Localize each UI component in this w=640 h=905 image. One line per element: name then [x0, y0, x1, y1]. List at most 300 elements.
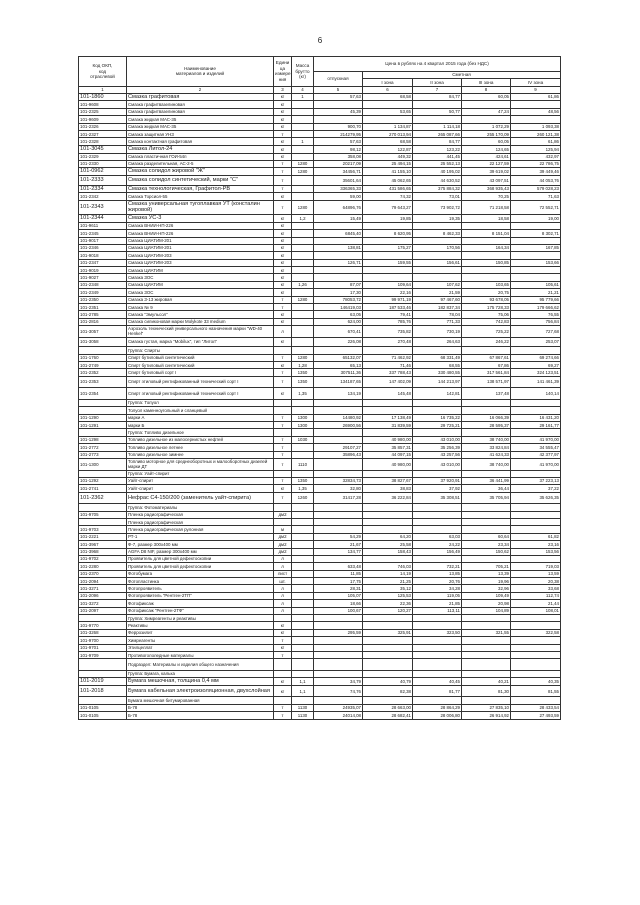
table-row: [79, 326, 561, 338]
code-cell: 101-9703: [79, 526, 127, 533]
table-row: [79, 492, 561, 504]
unit-cell: [274, 670, 292, 677]
unit-cell: кг: [274, 678, 292, 686]
unit-cell: кг: [274, 153, 292, 160]
price-cell: 28 595,37: [462, 421, 511, 428]
price-cell: 13,39: [462, 570, 511, 577]
unit-cell: [274, 407, 292, 414]
index-cell: 1: [79, 86, 127, 93]
mass-cell: 1280: [292, 168, 314, 176]
code-cell: 101-0105: [79, 704, 127, 711]
mass-cell: 1280: [292, 296, 314, 303]
price-cell: 57,63: [314, 138, 363, 145]
code-cell: 101-2342: [79, 193, 127, 200]
code-cell: 101-1860: [79, 93, 127, 101]
unit-cell: [274, 347, 292, 354]
price-cell: 39 449,46: [511, 168, 561, 176]
unit-cell: дм2: [274, 541, 292, 548]
price-cell: [314, 670, 363, 677]
mass-cell: [292, 267, 314, 274]
mass-cell: 1: [292, 93, 314, 101]
price-cell: 44 097,15: [363, 451, 413, 458]
table-body: [79, 93, 561, 719]
price-cell: 108,01: [511, 607, 561, 614]
price-cell: 330 480,55: [413, 369, 462, 376]
price-cell: [511, 637, 561, 644]
name-cell: Смазка ЦИАТИМ-201: [127, 244, 274, 251]
code-cell: 101-2221: [79, 533, 127, 540]
index-cell: 7: [413, 86, 462, 93]
table-row: [79, 458, 561, 470]
table-row: [79, 622, 561, 629]
unit-cell: т: [274, 651, 292, 658]
table-row: [79, 670, 561, 677]
unit-cell: кг: [274, 644, 292, 651]
price-cell: 45,39: [314, 108, 363, 115]
price-cell: 41 970,00: [511, 458, 561, 470]
name-cell: Смазка З-13 жировая: [127, 296, 274, 303]
price-cell: 37 920,91: [413, 477, 462, 484]
mass-cell: [292, 237, 314, 244]
price-cell: 43 010,00: [413, 458, 462, 470]
table-row: [79, 138, 561, 145]
price-cell: 20,75: [462, 289, 511, 296]
index-cell: 4: [292, 86, 314, 93]
price-cell: [511, 504, 561, 511]
price-cell: 41 970,00: [511, 436, 561, 443]
index-cell: 5: [314, 86, 363, 93]
mass-cell: [292, 193, 314, 200]
unit-cell: т: [274, 296, 292, 303]
mass-cell: [292, 578, 314, 585]
unit-cell: т: [274, 436, 292, 443]
price-cell: [363, 222, 413, 229]
mass-cell: 1130: [292, 712, 314, 719]
name-cell: Толуол каменноугольный и сланцевый: [127, 407, 274, 414]
index-cell: 9: [511, 86, 561, 93]
unit-cell: т: [274, 458, 292, 470]
mass-cell: [292, 399, 314, 406]
name-cell: Группа: Толуол: [127, 399, 274, 406]
table-row: [79, 185, 561, 193]
price-cell: 54,29: [314, 533, 363, 540]
price-cell: 60,64: [462, 533, 511, 540]
price-cell: 25,58: [363, 541, 413, 548]
code-cell: 101-1292: [79, 477, 127, 484]
unit-cell: т: [274, 176, 292, 186]
price-cell: 1 114,18: [413, 123, 462, 130]
code-cell: 101-2351: [79, 304, 127, 311]
price-cell: 24935,07: [314, 704, 363, 711]
price-cell: [314, 555, 363, 562]
price-cell: 727,68: [511, 326, 561, 338]
unit-cell: кг: [274, 222, 292, 229]
price-cell: 125,53: [363, 592, 413, 599]
price-cell: 13,85: [413, 570, 462, 577]
price-cell: 21,44: [511, 600, 561, 607]
price-cell: [462, 347, 511, 354]
price-cell: 57,63: [314, 93, 363, 101]
price-cell: 26900,56: [314, 421, 363, 428]
col-unit-header: Едини ца измере ния: [274, 57, 292, 87]
price-cell: 38 740,00: [462, 458, 511, 470]
price-cell: 43 097,51: [462, 176, 511, 186]
code-cell: 101-2096: [79, 592, 127, 599]
table-row: [79, 296, 561, 303]
name-cell: Смазка контактная графитовая: [127, 138, 274, 145]
table-row: [79, 570, 561, 577]
price-cell: 158,43: [363, 548, 413, 555]
price-cell: 18,58: [462, 215, 511, 223]
table-row: [79, 93, 561, 101]
price-cell: [413, 399, 462, 406]
price-cell: 24,22: [413, 541, 462, 548]
code-cell: 101-2019: [79, 678, 127, 686]
name-cell: Смазка ЦИАТИМ-203: [127, 259, 274, 266]
price-cell: [511, 407, 561, 414]
name-cell: Топливо дизельное из малосернистых нефтей: [127, 436, 274, 443]
price-cell: 35 857,31: [363, 444, 413, 451]
price-cell: 16 431,20: [511, 414, 561, 421]
table-row: [79, 362, 561, 369]
price-cell: 75,06: [462, 311, 511, 318]
name-cell: Топливо моторное для среднеоборотных и малооборотных дизелей марки ДТ: [127, 458, 274, 470]
unit-cell: [274, 399, 292, 406]
price-cell: [413, 267, 462, 274]
mass-cell: 1030: [292, 436, 314, 443]
price-cell: 134187,65: [314, 376, 363, 388]
code-cell: 101-9770: [79, 622, 127, 629]
price-cell: [462, 644, 511, 651]
code-cell: 101-3271: [79, 585, 127, 592]
price-cell: 21,67: [314, 541, 363, 548]
price-cell: 146419,03: [314, 304, 363, 311]
unit-cell: т: [274, 492, 292, 504]
price-cell: 170,56: [413, 244, 462, 251]
price-cell: [363, 101, 413, 108]
code-cell: 101-2333: [79, 176, 127, 186]
price-cell: [462, 659, 511, 671]
name-cell: Смазка № 9: [127, 304, 274, 311]
price-cell: 81,55: [511, 685, 561, 697]
price-cell: 61,86: [511, 93, 561, 101]
name-cell: Этилцеллат: [127, 644, 274, 651]
mass-cell: [292, 222, 314, 229]
price-cell: 40,79: [363, 678, 413, 686]
name-cell: Спирт бутиловый синтетический: [127, 354, 274, 361]
mass-cell: [292, 274, 314, 281]
price-cell: [462, 222, 511, 229]
price-cell: [314, 237, 363, 244]
price-cell: 14480,92: [314, 414, 363, 421]
price-cell: 32834,73: [314, 477, 363, 484]
name-cell: Смазка пластичная ГОИ-54п: [127, 153, 274, 160]
unit-cell: [274, 504, 292, 511]
price-cell: [314, 267, 363, 274]
unit-cell: кг: [274, 244, 292, 251]
estimate-header: Сметная: [363, 72, 561, 79]
mass-cell: [292, 555, 314, 562]
price-cell: [462, 267, 511, 274]
price-cell: 164,34: [462, 244, 511, 251]
table-row: [79, 101, 561, 108]
price-cell: [462, 116, 511, 123]
code-cell: 101-0105: [79, 712, 127, 719]
code-cell: 101-2370: [79, 570, 127, 577]
mass-cell: [292, 108, 314, 115]
name-cell: Бумага кабельная электроизоляционная, двухслойная: [127, 685, 274, 697]
code-cell: 101-2346: [79, 244, 127, 251]
code-cell: 101-9019: [79, 267, 127, 274]
table-row: [79, 578, 561, 585]
price-cell: 40,35: [511, 678, 561, 686]
price-cell: [511, 399, 561, 406]
table-row: [79, 176, 561, 186]
price-cell: 109,64: [363, 281, 413, 288]
price-cell: [413, 697, 462, 704]
table-row: [79, 685, 561, 697]
name-cell: Группа: Топливо дизельное: [127, 429, 274, 436]
unit-cell: т: [274, 376, 292, 388]
price-cell: 337 788,43: [363, 369, 413, 376]
name-cell: Бумага мешочная, толщина 0,4 мм: [127, 678, 274, 686]
unit-cell: кг: [274, 252, 292, 259]
price-cell: 70,25: [462, 193, 511, 200]
price-cell: [413, 504, 462, 511]
price-cell: 22,36: [363, 600, 413, 607]
mass-cell: [292, 504, 314, 511]
price-cell: 182 837,34: [413, 304, 462, 311]
price-cell: 705,21: [462, 563, 511, 570]
name-cell: Б-78: [127, 704, 274, 711]
price-cell: 41 624,33: [462, 451, 511, 458]
price-cell: 65,13: [314, 362, 363, 369]
price-cell: [462, 399, 511, 406]
price-cell: 37 223,13: [511, 477, 561, 484]
mass-cell: 1300: [292, 414, 314, 421]
unit-cell: т: [274, 421, 292, 428]
price-cell: [511, 526, 561, 533]
unit-cell: кг: [274, 274, 292, 281]
price-cell: 41 155,10: [363, 168, 413, 176]
unit-cell: лист: [274, 570, 292, 577]
code-cell: 101-9611: [79, 222, 127, 229]
price-cell: [363, 237, 413, 244]
price-cell: 15,49: [314, 215, 363, 223]
price-cell: [363, 697, 413, 704]
unit-cell: т: [274, 369, 292, 376]
mass-cell: [292, 563, 314, 570]
price-cell: 69,27: [511, 362, 561, 369]
price-cell: 71 462,92: [363, 354, 413, 361]
price-cell: [363, 644, 413, 651]
unit-cell: кг: [274, 101, 292, 108]
name-cell: Смазка графитвазелиновая: [127, 108, 274, 115]
price-cell: [363, 399, 413, 406]
mass-cell: 1,2: [292, 215, 314, 223]
price-cell: 323,50: [413, 629, 462, 636]
table-row: [79, 376, 561, 388]
mass-cell: [292, 131, 314, 138]
unit-cell: т: [274, 637, 292, 644]
price-cell: [413, 670, 462, 677]
code-cell: 101-0962: [79, 168, 127, 176]
price-cell: 150,62: [462, 548, 511, 555]
table-row: [79, 533, 561, 540]
mass-cell: [292, 252, 314, 259]
price-cell: 375 884,32: [413, 185, 462, 193]
price-cell: 424,61: [462, 153, 511, 160]
price-cell: [314, 116, 363, 123]
table-row: [79, 414, 561, 421]
name-cell: Фотофиксаж: [127, 600, 274, 607]
price-cell: 45 062,65: [363, 176, 413, 186]
price-cell: 265 087,66: [413, 131, 462, 138]
price-cell: 431 586,65: [363, 185, 413, 193]
code-cell: 101-1298: [79, 436, 127, 443]
price-cell: 730,19: [413, 326, 462, 338]
unit-cell: кг: [274, 388, 292, 400]
price-cell: [363, 637, 413, 644]
unit-cell: шт.: [274, 578, 292, 585]
table-row: [79, 369, 561, 376]
code-cell: 101-2749: [79, 362, 127, 369]
price-cell: 38 740,00: [462, 436, 511, 443]
name-cell: Противогололедные материалы: [127, 651, 274, 658]
price-cell: [363, 622, 413, 629]
price-cell: 159,55: [363, 259, 413, 266]
table-row: [79, 259, 561, 266]
price-cell: 103,65: [462, 281, 511, 288]
code-cell: 101-2094: [79, 578, 127, 585]
price-cell: [462, 526, 511, 533]
price-cell: 321,55: [462, 629, 511, 636]
price-cell: 6845,40: [314, 230, 363, 237]
code-cell: 101-2347: [79, 259, 127, 266]
code-cell: [79, 697, 127, 704]
unit-cell: кг: [274, 311, 292, 318]
mass-cell: [292, 600, 314, 607]
price-cell: 1 134,87: [363, 123, 413, 130]
unit-cell: т: [274, 712, 292, 719]
col-mass-header: Масса брутто (кг): [292, 57, 314, 87]
col-name-header: Наименование материалов и изделий: [127, 57, 274, 87]
table-row: [79, 108, 561, 115]
code-cell: 101-2741: [79, 485, 127, 492]
price-cell: 84,77: [413, 138, 462, 145]
price-cell: 31417,28: [314, 492, 363, 504]
price-cell: [363, 651, 413, 658]
price-cell: 226,08: [314, 337, 363, 347]
price-cell: 38 827,67: [363, 477, 413, 484]
price-cell: [413, 615, 462, 622]
page-number: 6: [317, 36, 323, 45]
name-cell: Смазка ЦИАТИМ-201: [127, 237, 274, 244]
price-table: [78, 56, 561, 720]
price-cell: [462, 622, 511, 629]
price-cell: 40 980,00: [363, 436, 413, 443]
unit-cell: дм2: [274, 511, 292, 518]
table-row: [79, 451, 561, 458]
price-cell: 142,81: [413, 388, 462, 400]
price-cell: [413, 659, 462, 671]
price-cell: 61,86: [511, 138, 561, 145]
price-cell: 147 402,09: [363, 376, 413, 388]
code-cell: [79, 670, 127, 677]
price-cell: 78,04: [413, 311, 462, 318]
price-cell: [363, 470, 413, 477]
price-cell: 156,49: [413, 548, 462, 555]
price-cell: 17,30: [314, 289, 363, 296]
col-release-header: отпускная: [314, 72, 363, 87]
price-cell: 17 138,49: [363, 414, 413, 421]
price-cell: [314, 429, 363, 436]
price-cell: 579 028,23: [511, 185, 561, 193]
unit-cell: т: [274, 131, 292, 138]
price-cell: [413, 644, 462, 651]
code-cell: 101-3268: [79, 629, 127, 636]
name-cell: Смазка солидол жировой "Ж": [127, 168, 274, 176]
price-cell: [363, 615, 413, 622]
price-cell: [363, 347, 413, 354]
price-cell: 17,75: [314, 578, 363, 585]
table-row: [79, 651, 561, 658]
price-cell: 31 839,59: [363, 421, 413, 428]
price-cell: 175 728,33: [462, 304, 511, 311]
price-cell: [413, 237, 462, 244]
unit-cell: кг: [274, 362, 292, 369]
price-cell: 19,35: [413, 215, 462, 223]
name-cell: Спирт этиловый ректификованный технический сорт I: [127, 376, 274, 388]
price-cell: [511, 222, 561, 229]
price-cell: 28 663,00: [363, 704, 413, 711]
price-cell: 34 555,47: [511, 444, 561, 451]
price-cell: 84,77: [413, 93, 462, 101]
table-row: [79, 407, 561, 414]
index-cell: 6: [363, 86, 413, 93]
table-row: [79, 267, 561, 274]
table-row: [79, 607, 561, 614]
code-cell: 101-2350: [79, 296, 127, 303]
mass-cell: [292, 548, 314, 555]
price-cell: 34456,71: [314, 168, 363, 176]
name-cell: Фотобумага: [127, 570, 274, 577]
mass-cell: [292, 451, 314, 458]
zone-2-header: II зона: [413, 79, 462, 86]
price-cell: 34,79: [314, 678, 363, 686]
price-cell: 97 467,60: [413, 296, 462, 303]
price-cell: [511, 511, 561, 518]
price-cell: [363, 407, 413, 414]
price-cell: [314, 526, 363, 533]
unit-cell: кг: [274, 123, 292, 130]
mass-cell: 1350: [292, 477, 314, 484]
price-cell: 295,59: [314, 629, 363, 636]
mass-cell: [292, 176, 314, 186]
mass-cell: [292, 444, 314, 451]
table-row: [79, 477, 561, 484]
table-row: [79, 555, 561, 562]
mass-cell: [292, 429, 314, 436]
code-cell: 101-2328: [79, 138, 127, 145]
unit-cell: т: [274, 444, 292, 451]
unit-cell: [274, 518, 292, 525]
price-cell: 260 121,38: [511, 131, 561, 138]
code-cell: 101-2785: [79, 311, 127, 318]
price-cell: 119,05: [413, 592, 462, 599]
unit-cell: кг: [274, 259, 292, 266]
mass-cell: [292, 533, 314, 540]
